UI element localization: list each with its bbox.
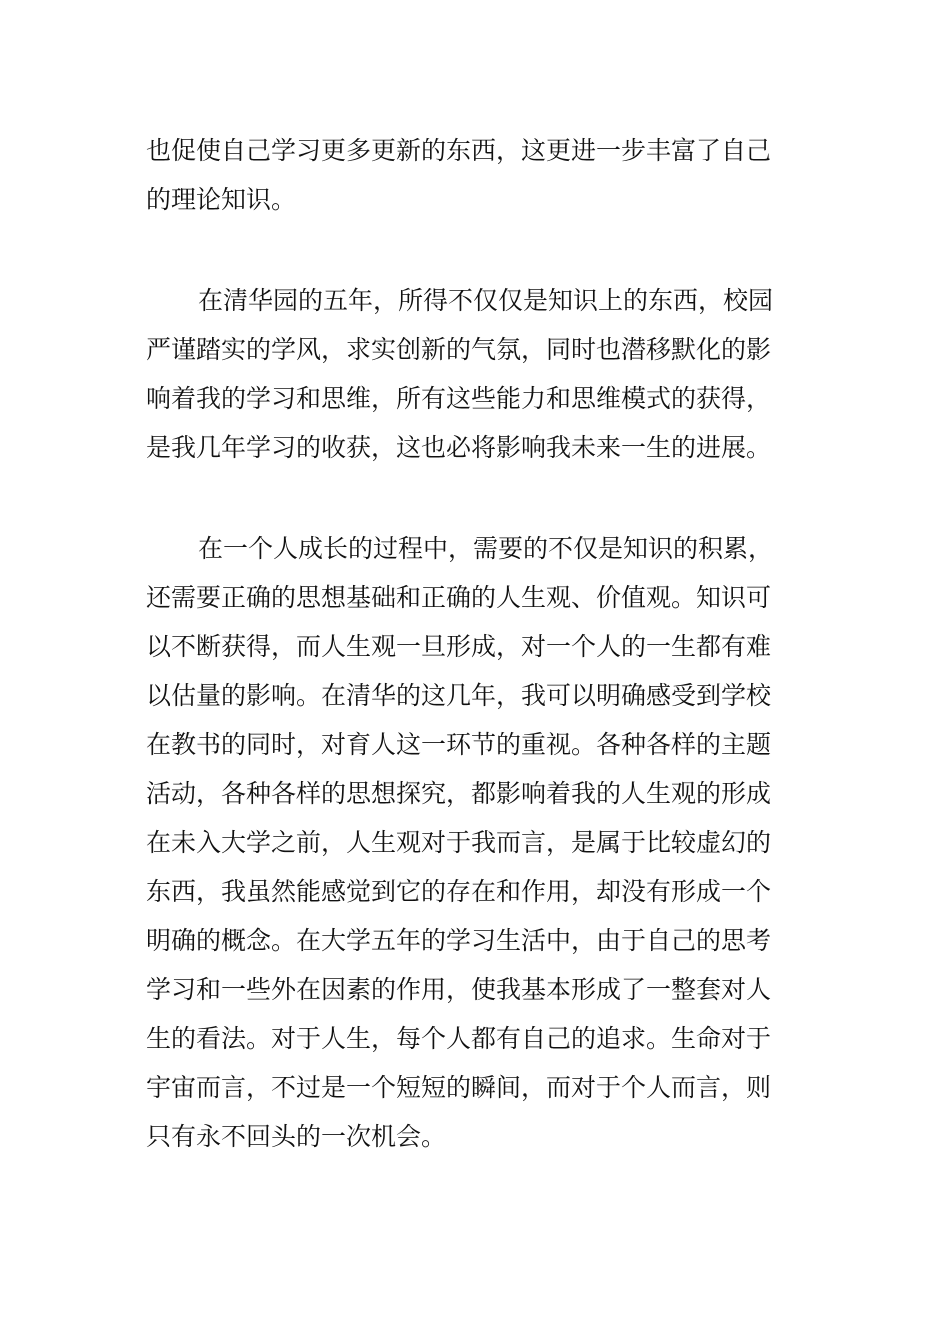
paragraph-line: 在教书的同时，对育人这一环节的重视。各种各样的主题: [146, 730, 772, 759]
paragraph-line: 还需要正确的思想基础和正确的人生观、价值观。知识可: [146, 583, 772, 612]
paragraph-line: 在一个人成长的过程中，需要的不仅是知识的积累，: [198, 534, 774, 563]
paragraph-line: 在清华园的五年，所得不仅仅是知识上的东西，校园: [198, 286, 774, 315]
paragraph-line: 是我几年学习的收获，这也必将影响我未来一生的进展。: [146, 433, 772, 462]
paragraph-line: 明确的概念。在大学五年的学习生活中，由于自己的思考: [146, 926, 772, 955]
paragraph-line: 严谨踏实的学风，求实创新的气氛，同时也潜移默化的影: [146, 335, 772, 364]
paragraph-line: 也促使自己学习更多更新的东西，这更进一步丰富了自己: [146, 136, 772, 165]
paragraph-line: 在未入大学之前，人生观对于我而言，是属于比较虚幻的: [146, 828, 772, 857]
paragraph-line: 的理论知识。: [146, 185, 297, 214]
paragraph-line: 以估量的影响。在清华的这几年，我可以明确感受到学校: [146, 681, 772, 710]
paragraph-line: 学习和一些外在因素的作用，使我基本形成了一整套对人: [146, 975, 772, 1004]
paragraph-line: 宇宙而言，不过是一个短短的瞬间，而对于个人而言，则: [146, 1073, 772, 1102]
paragraph-line: 生的看法。对于人生，每个人都有自己的追求。生命对于: [146, 1024, 772, 1053]
paragraph-line: 活动，各种各样的思想探究，都影响着我的人生观的形成: [146, 779, 772, 808]
paragraph-line: 以不断获得，而人生观一旦形成，对一个人的一生都有难: [146, 632, 772, 661]
paragraph-line: 响着我的学习和思维，所有这些能力和思维模式的获得，: [146, 384, 772, 413]
paragraph-line: 只有永不回头的一次机会。: [146, 1122, 447, 1151]
paragraph-line: 东西，我虽然能感觉到它的存在和作用，却没有形成一个: [146, 877, 772, 906]
